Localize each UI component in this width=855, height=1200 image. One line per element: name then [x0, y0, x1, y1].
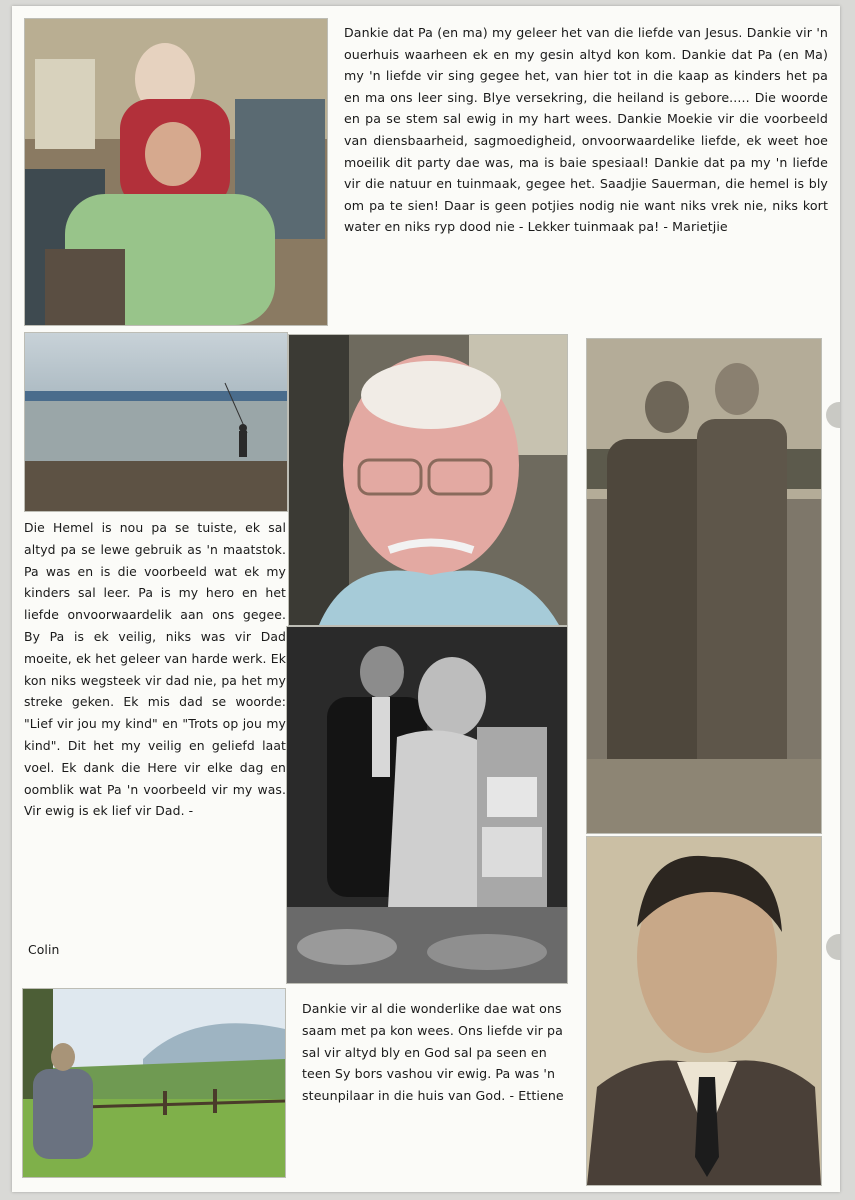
photo-man-glasses-image [289, 335, 567, 625]
photo-lake-image [25, 333, 287, 511]
photo-farm-image [23, 989, 285, 1177]
tribute-ettiene: Dankie vir al die wonderlike dae wat ons saam met pa kon wees. Ons liefde vir pa sal vir altyd bly en God sal pa seen en teen Sy bors vashou vir ewig. Pa was 'n steunpilaar in die huis van God. - Ettiene [302, 1001, 564, 1104]
photo-farm-view [22, 988, 286, 1178]
photo-lake-fishing [24, 332, 288, 512]
binder-hole-bottom [826, 934, 840, 960]
photo-wedding [286, 626, 568, 984]
tribute-marietjie: Dankie dat Pa (en ma) my geleer het van die liefde van Jesus. Dankie vir 'n ouerhuis waarheen ek en my gesin altyd kon kom. Dankie dat Pa (en Ma) my 'n liefde vir sing gegee het, van hier tot in die kaap as kinders het pa en ma ons leer sing. Blye versekring, die heiland is gebore..... Die woorde en pa se stem sal ewig in my hart wees. Dankie Moekie vir die voorbeeld van diensbaarheid, sagmoedigheid, onvoorwaardelike liefde, ek weet hoe moeilik dit party dae was, ma is baie spesiaal! Dankie dat pa my 'n liefde vir die natuur en tuinmaak, gegee het. Saadjie Sauerman, die hemel is bly om pa te sien! Daar is geen potjies nodig nie want niks vrek nie, niks kort water en niks ryp dood nie - Lekker tuinmaak pa! - Marietjie [344, 25, 828, 235]
photo-young-man [586, 836, 822, 1186]
binder-hole-top [826, 402, 840, 428]
tribute-colin: Die Hemel is nou pa se tuiste, ek sal altyd pa se lewe gebruik as 'n maatstok. Pa was en is die voorbeeld wat ek my kinders sal leer. Pa is my hero en het liefde onvoorwaardelik aan ons gegee. By Pa is ek veilig, niks was vir Dad moeite, ek het geleer van harde werk. Ek kon niks wegsteek vir dad nie, pa het my streke geken. Ek mis dad se woorde: "Lief vir jou my kind" en "Trots op jou my kind". Dit het my veilig en geliefd laat voel. Ek dank die Here vir elke dag en oomblik wat Pa 'n voorbeeld vir my was. Vir ewig is ek lief vir Dad. - [24, 520, 286, 819]
photo-military-image [587, 339, 821, 833]
photo-couple [24, 18, 328, 326]
photo-military [586, 338, 822, 834]
photo-couple-image [25, 19, 327, 325]
photo-man-glasses [288, 334, 568, 626]
photo-young-man-image [587, 837, 821, 1185]
memorial-page [12, 6, 840, 1192]
photo-wedding-image [287, 627, 567, 983]
tribute-colin-signature: Colin [28, 942, 60, 957]
